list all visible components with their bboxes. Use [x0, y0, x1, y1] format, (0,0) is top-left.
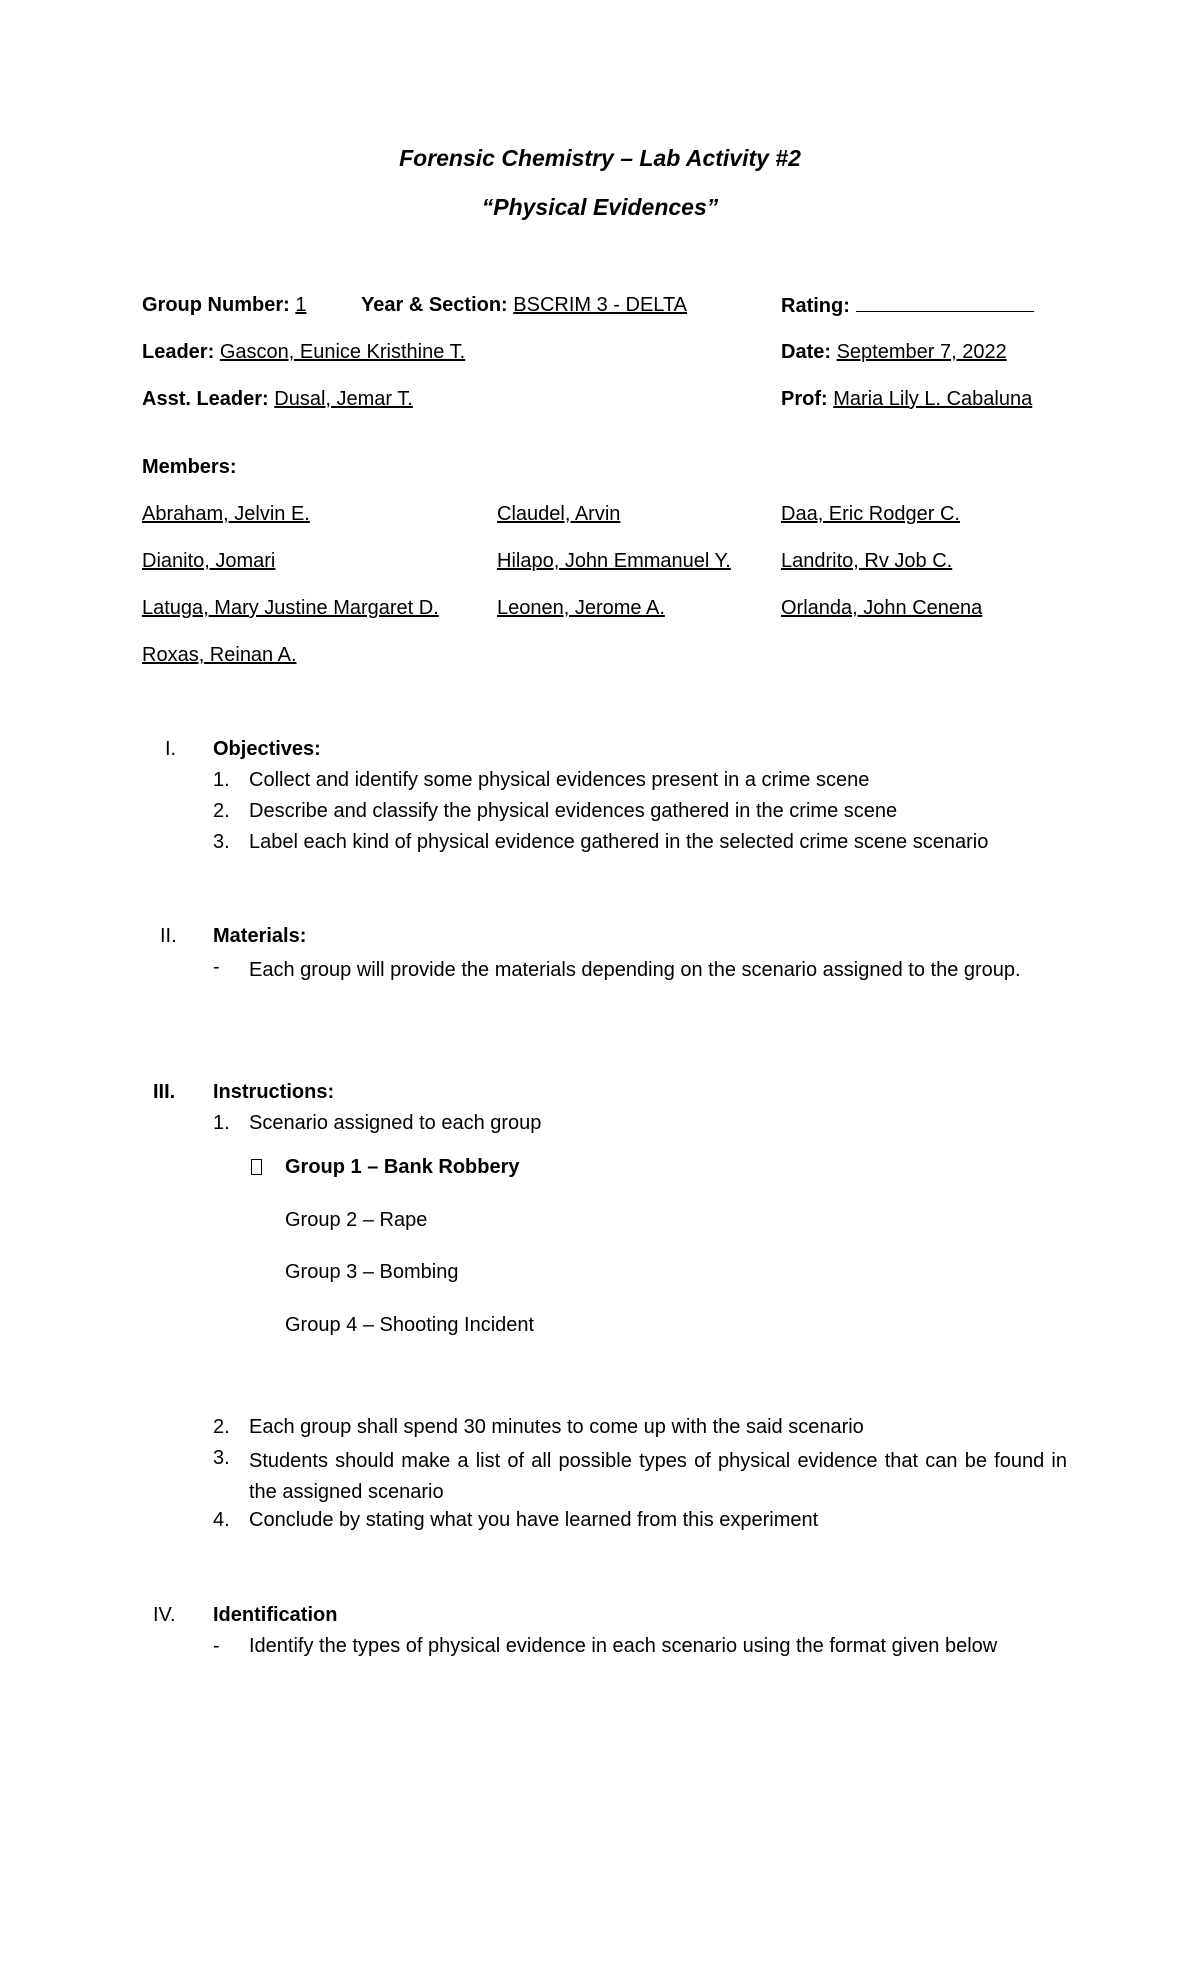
member-name: Latuga, Mary Justine Margaret D. [142, 597, 439, 619]
list-number: 3. [213, 831, 230, 853]
list-number: 2. [213, 1416, 230, 1438]
group-number-value: 1 [295, 294, 307, 316]
objective-item: Describe and classify the physical evidences gathered in the crime scene [249, 800, 898, 822]
list-number: 4. [213, 1509, 230, 1531]
objective-item: Collect and identify some physical evidences present in a crime scene [249, 769, 870, 791]
list-bullet: - [213, 1635, 220, 1657]
scenario-item: Group 2 – Rape [285, 1209, 428, 1231]
year-section-field [361, 293, 687, 317]
leader-field [142, 340, 465, 364]
objectives-heading: Objectives: [213, 738, 321, 760]
rating-blank-line [856, 293, 1034, 312]
prof-value: Maria Lily L. Cabaluna [833, 388, 1033, 410]
leader-value: Gascon, Eunice Kristhine T. [219, 341, 466, 363]
prof-label: Prof: [781, 388, 828, 410]
members-heading: Members: [142, 456, 237, 478]
rating-field [781, 293, 1034, 318]
member-name: Leonen, Jerome A. [497, 597, 665, 619]
date-value: September 7, 2022 [836, 341, 1007, 363]
member-name: Hilapo, John Emmanuel Y. [497, 550, 731, 572]
asst-leader-label: Asst. Leader: [142, 388, 269, 410]
section-numeral: III. [153, 1081, 176, 1103]
checkbox-icon [251, 1159, 262, 1180]
materials-heading: Materials: [213, 925, 307, 947]
rating-label: Rating: [781, 295, 850, 317]
list-number: 1. [213, 1112, 230, 1134]
scenario-item: Group 4 – Shooting Incident [285, 1314, 535, 1336]
list-number: 3. [213, 1447, 230, 1469]
instruction-item: Conclude by stating what you have learned from this experiment [249, 1509, 819, 1531]
prof-field [781, 387, 1032, 411]
section-numeral: II. [160, 925, 177, 947]
identification-heading: Identification [213, 1604, 338, 1626]
instruction-item: Scenario assigned to each group [249, 1112, 542, 1134]
group-number-field [142, 293, 306, 317]
member-name: Claudel, Arvin [497, 503, 621, 525]
materials-text: Each group will provide the materials depending on the scenario assigned to the group. [249, 959, 1021, 981]
member-name: Roxas, Reinan A. [142, 644, 297, 666]
leader-label: Leader: [142, 341, 215, 363]
scenario-item: Group 3 – Bombing [285, 1261, 459, 1283]
member-name: Landrito, Rv Job C. [781, 550, 953, 572]
document-subtitle: “Physical Evidences” [481, 194, 719, 220]
asst-leader-value: Dusal, Jemar T. [274, 388, 413, 410]
member-name: Daa, Eric Rodger C. [781, 503, 960, 525]
scenario-item-selected: Group 1 – Bank Robbery [285, 1156, 520, 1178]
instructions-heading: Instructions: [213, 1081, 335, 1103]
member-name: Dianito, Jomari [142, 550, 276, 572]
list-number: 1. [213, 769, 230, 791]
instruction-item: Each group shall spend 30 minutes to come up with the said scenario [249, 1416, 864, 1438]
asst-leader-field [142, 387, 413, 411]
group-number-label: Group Number: [142, 294, 290, 316]
objective-item: Label each kind of physical evidence gathered in the selected crime scene scenario [249, 831, 989, 853]
section-numeral: I. [165, 738, 177, 760]
date-field [781, 340, 1007, 364]
instruction-item: Students should make a list of all possible types of physical evidence that can be found in the assigned scenario [249, 1450, 1067, 1503]
document-title: Forensic Chemistry – Lab Activity #2 [399, 145, 801, 171]
list-number: 2. [213, 800, 230, 822]
member-name: Abraham, Jelvin E. [142, 503, 310, 525]
year-section-value: BSCRIM 3 - DELTA [513, 294, 688, 316]
section-numeral: IV. [153, 1604, 176, 1626]
date-label: Date: [781, 341, 832, 363]
year-section-label: Year & Section: [361, 294, 508, 316]
identification-text: Identify the types of physical evidence in each scenario using the format given below [249, 1635, 998, 1657]
member-name: Orlanda, John Cenena [781, 597, 983, 619]
list-bullet: - [213, 956, 220, 978]
